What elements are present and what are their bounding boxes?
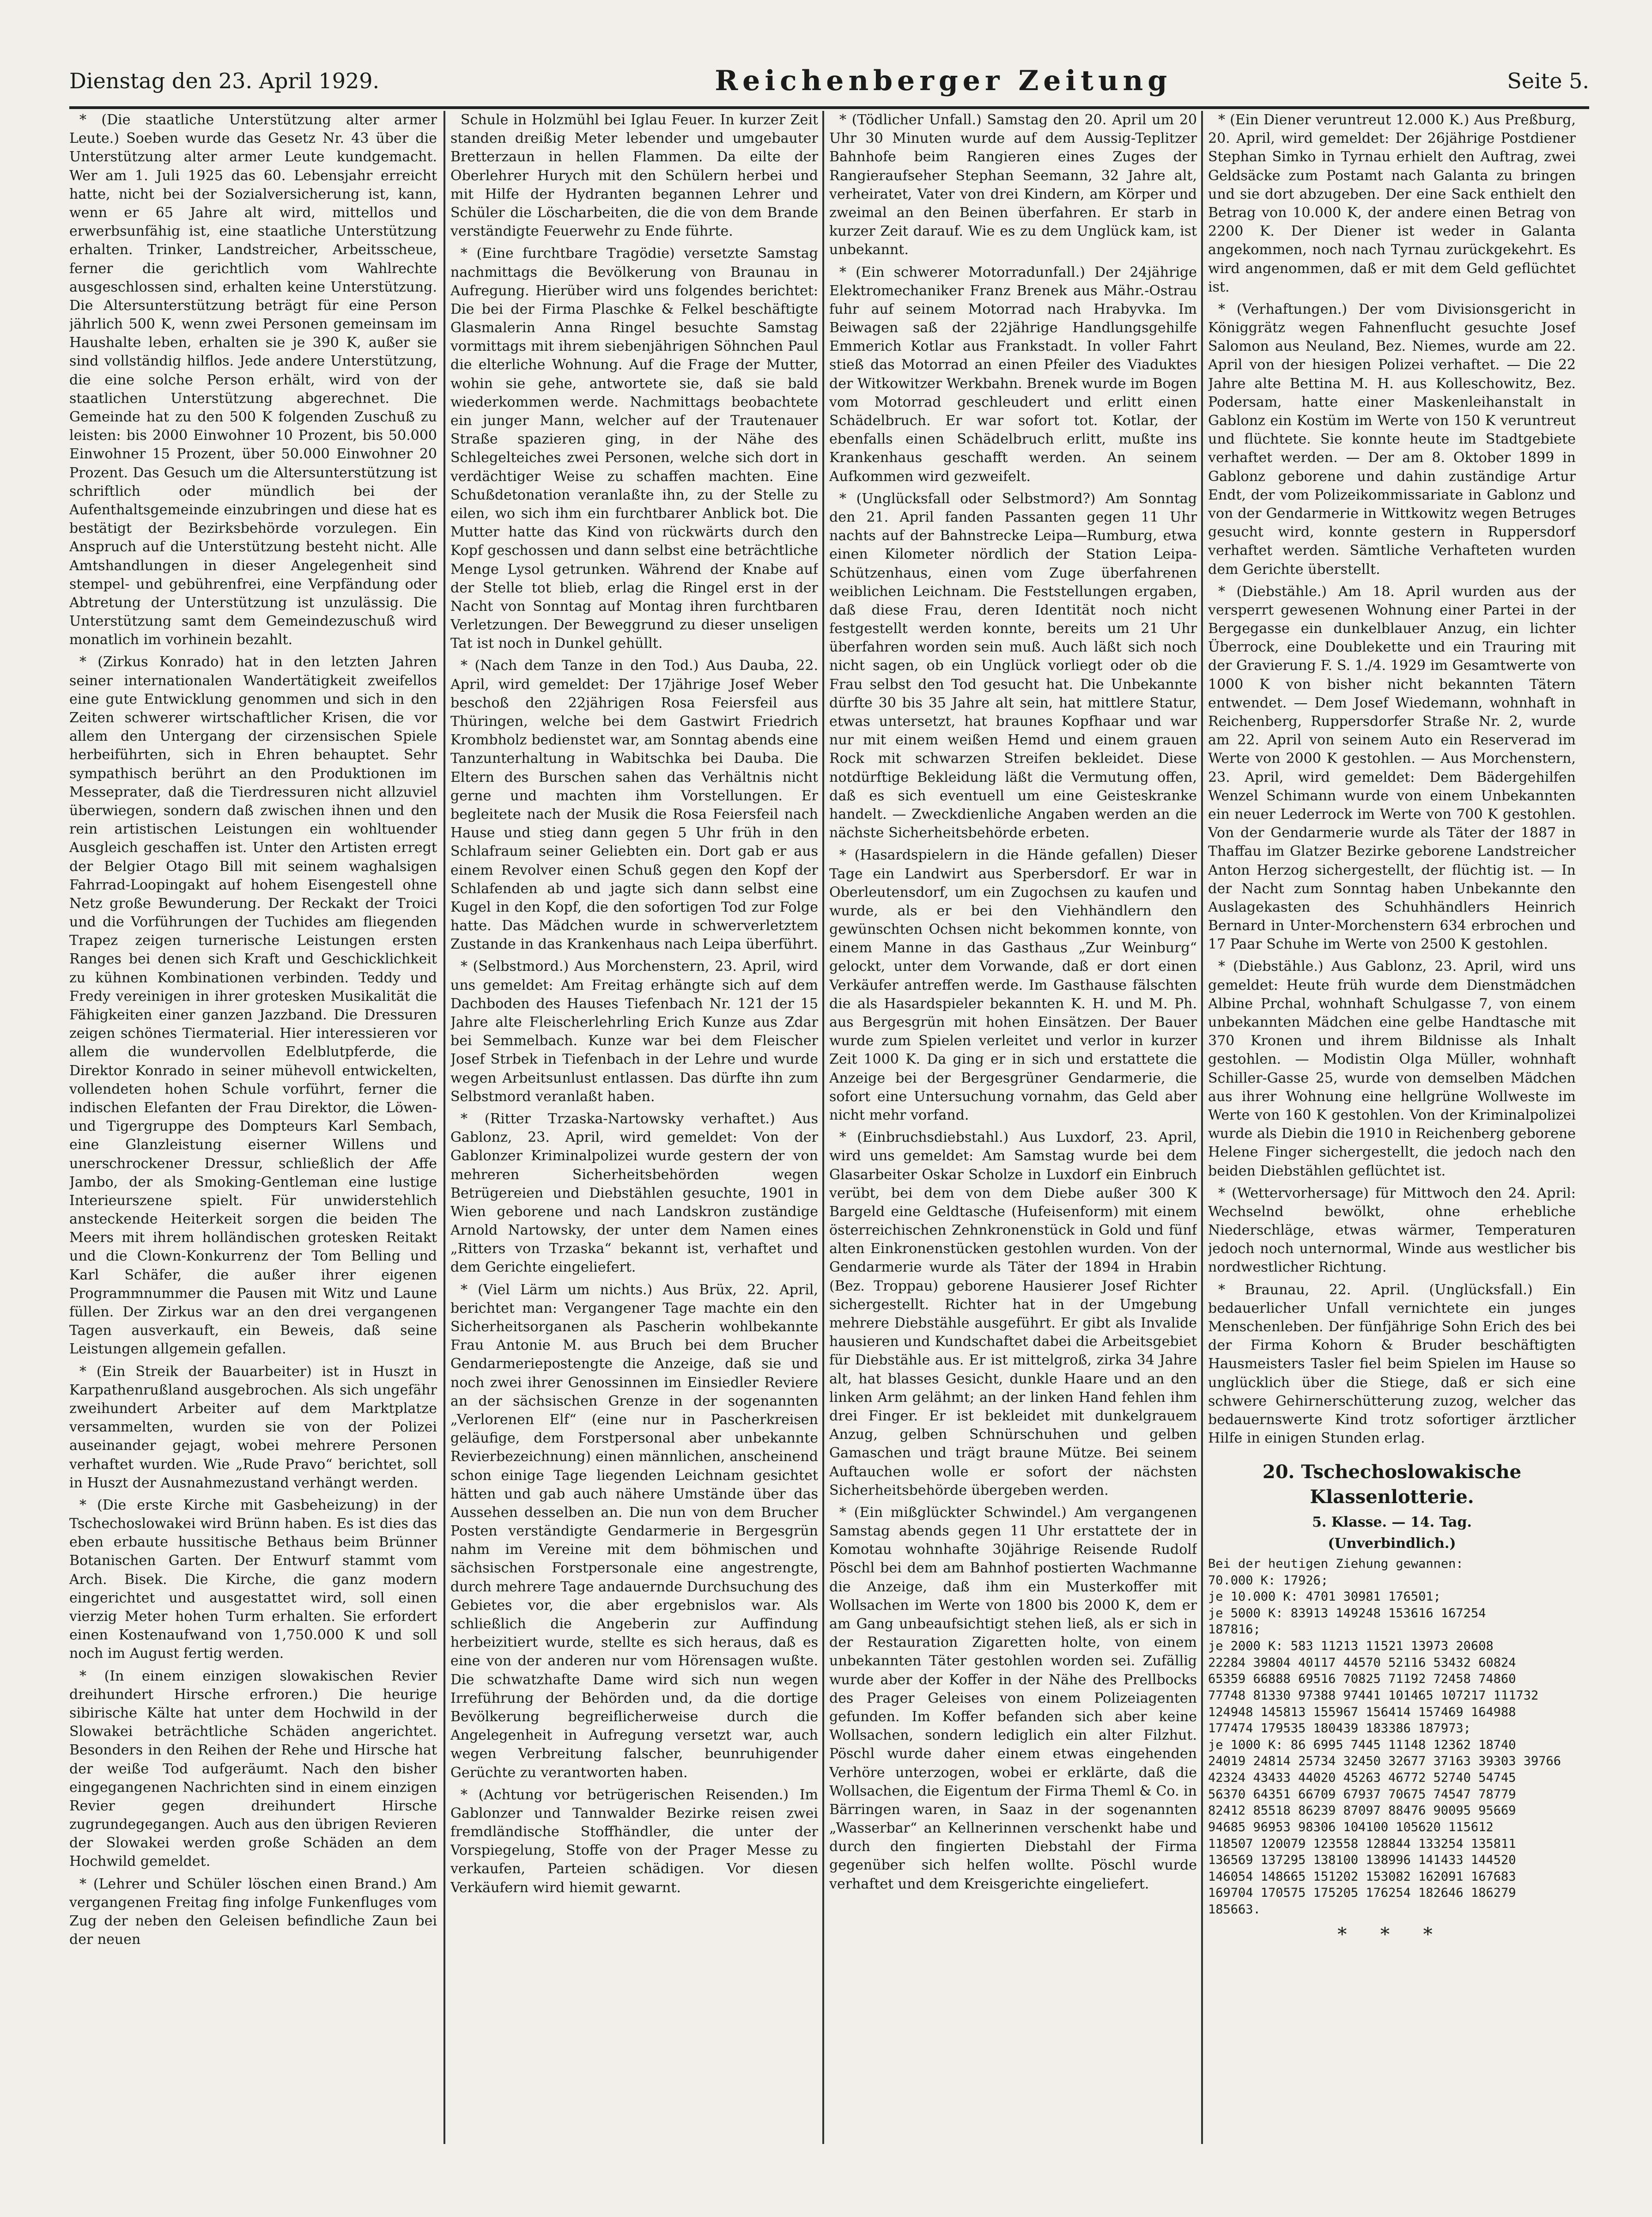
lottery-line: 65359 66888 69516 70825 71192 72458 74860: [1208, 1672, 1516, 1687]
article: * (Die erste Kirche mit Gasbeheizung) in der Tschechoslowakei wird Brünn haben. Es ist dies das eben erbaute hussitische Bethaus beim Brünner Botanischen Garten. Der Entwurf stammt vom Arch. Bisek. Die Kirche, die ganz modern eingerichtet und ausgestattet wird, soll einen vierzig Meter hohen Turm erhalten. Sie erfordert einen Kostenaufwand von 1,750.000 K und soll noch im August fertig werden.: [69, 1497, 437, 1662]
lottery-line: 22284 39804 40117 44570 52116 53432 60824: [1208, 1655, 1516, 1670]
lottery-line: 42324 43433 44020 45263 46772 52740 54745: [1208, 1771, 1516, 1785]
lottery-title: 20. Tschechoslowakische Klassenlotterie.: [1262, 1461, 1522, 1508]
page-number: Seite 5.: [1507, 68, 1589, 93]
article: * (Lehrer und Schüler löschen einen Brand.) Am vergangenen Freitag fing infolge Funkenfluges vom Zug der neben den Geleisen befindliche Zaun bei der neuen: [69, 1876, 437, 1948]
lottery-subtitle: 5. Klasse. — 14. Tag.: [1312, 1514, 1472, 1530]
section-end-stars: * * *: [1337, 1924, 1446, 1945]
article: * (Eine furchtbare Tragödie) versetzte Samstag nachmittags die Bevölkerung von Braunau in Aufregung. Hierüber wird uns folgendes berichtet: Die bei der Firma Plaschke & Felkel beschäftigte Glasmalerin Anna Ringel besuchte Samstag vormittags mit ihrem siebenjährigen Söhnchen Paul die elterliche Wohnung. Auf die Frage der Mutter, wohin sie gehe, antwortete sie, daß sie bald wiederkommen werde. Nachmittags beobachtete ein junger Mann, welcher auf der Trautenauer Straße spazieren ging, in der Nähe des Schlegelteiches zwei Personen, welche sich dort in verdächtiger Weise zu schaffen machten. Eine Schußdetonation veranlaßte ihn, zu der Stelle zu eilen, wo sich ihm ein furchtbarer Anblick bot. Die Mutter hatte das Kind von rückwärts durch den Kopf geschossen und dann selbst eine beträchtliche Menge Lysol getrunken. Während der Knabe auf der Stelle tot blieb, erlag die Ringel erst in der Nacht von Sonntag auf Montag ihren furchtbaren Verletzungen. Der Beweggrund zu dieser unseligen Tat ist noch in Dunkel gehüllt.: [450, 245, 818, 652]
lottery-line: 185663.: [1208, 1902, 1261, 1917]
lottery-line: 187816;: [1208, 1622, 1261, 1637]
lottery-line: je 1000 K: 86 6995 7445 11148 12362 18740: [1208, 1737, 1516, 1752]
article: * (Nach dem Tanze in den Tod.) Aus Dauba, 22. April, wird gemeldet: Der 17jährige Josef Weber beschoß den 22jährigen Rosa Feiersfeil aus Thüringen, welche bei dem Gastwirt Friedrich Krombholz bedienstet war, am Sonntag abends eine Tanzunterhaltung in Wabitschka bei Dauba. Die Eltern des Burschen sahen das Verhältnis nicht gerne und machten ihm Vorstellungen. Er begleitete nach der Musik die Rosa Feiersfeil nach Hause und stieg dann gegen 5 Uhr früh in den Schlafraum seiner Geliebten ein. Dort gab er aus einem Revolver einen Schuß gegen den Kopf der Schlafenden ab und jagte sich dann selbst eine Kugel in den Kopf, die den sofortigen Tod zur Folge hatte. Das Mädchen wurde in schwerverletztem Zustande in das Krankenhaus nach Leipa überführt.: [450, 658, 818, 953]
article: * (Unglücksfall oder Selbstmord?) Am Sonntag den 21. April fanden Passanten gegen 11 Uhr nachts auf der Bahnstrecke Leipa—Rumburg, etwa einen Kilometer nördlich der Station Leipa-Schützenhaus, einen vom Zuge überfahrenen weiblichen Leichnam. Die Feststellungen ergaben, daß diese Frau, deren Identität noch nicht festgestellt werden konnte, bereits um 21 Uhr überfahren worden sein muß. Auch läßt sich noch nicht sagen, ob ein Unglück vorliegt oder ob die Frau selbst den Tod gesucht hat. Die Unbekannte dürfte 30 bis 35 Jahre alt sein, hat mittlere Statur, etwas untersetzt, hat braunes Kopfhaar und war nur mit einem weißen Hemd und einem grauen Rock mit schwarzen Streifen bekleidet. Diese notdürftige Bekleidung läßt die Vermutung offen, daß es sich eventuell um eine Geisteskranke handelt. — Zweckdienliche Angaben werden an die nächste Sicherheitsbehörde erbeten.: [829, 490, 1197, 841]
lottery-line: 177474 179535 180439 183386 187973;: [1208, 1721, 1471, 1736]
lottery-line: 77748 81330 97388 97441 101465 107217 111732: [1208, 1688, 1539, 1703]
header-date: Dienstag den 23. April 1929.: [69, 68, 380, 93]
article: * (Ein Diener veruntreut 12.000 K.) Aus Preßburg, 20. April, wird gemeldet: Der 26jährige Postdiener Stephan Simko in Tyrnau erhielt den Auftrag, zwei Geldsäcke zum Postamt nach Galanta zu bringen und sie dort abzugeben. Der eine Sack enthielt den Betrag von 10.000 K, der andere einen Betrag von 2200 K. Der Diener ist weder in Galanta angekommen, noch nach Tyrnau zurückgekehrt. Es wird angenommen, daß er mit dem Geld geflüchtet ist.: [1208, 112, 1576, 295]
column-3: [829, 111, 1197, 2135]
lottery-line: 169704 170575 175205 176254 182646 186279: [1208, 1886, 1516, 1900]
column-1: [69, 111, 437, 2135]
lottery-line: 70.000 K: 17926;: [1208, 1573, 1329, 1588]
column-rule: [443, 111, 445, 2144]
article: * (Verhaftungen.) Der vom Divisionsgericht in Königgrätz wegen Fahnenflucht gesuchte Josef Salomon aus Neuland, Bez. Niemes, wurde am 22. April von der hiesigen Polizei verhaftet. — Die 22 Jahre alte Bettina M. H. aus Kolleschowitz, Bez. Podersam, hatte einer Maskenleihanstalt in Gablonz ein Kostüm im Werte von 150 K veruntreut und flüchtete. Sie konnte heute im Stadtgebiete verhaftet werden. — Der am 8. Oktober 1899 in Gablonz geborene und dahin zuständige Artur Endt, der vom Polizeikommissariate in Gablonz und von der Gendarmerie in Wittkowitz wegen Betruges gesucht wird, konnte gestern in Ruppersdorf verhaftet werden. Sämtliche Verhafteten wurden dem Gerichte überstellt.: [1208, 301, 1576, 578]
column-rule: [1201, 111, 1203, 2144]
lottery-line: 56370 64351 66709 67937 70675 74547 78779: [1208, 1787, 1516, 1802]
lottery-line: 146054 148665 151202 153082 162091 167683: [1208, 1869, 1516, 1884]
column-rule: [822, 111, 824, 2144]
article: * (Ein schwerer Motorradunfall.) Der 24jährige Elektromechaniker Franz Brenek aus Mähr.-Ostrau fuhr auf seinem Motorrad nach Hrabyvka. Im Beiwagen saß der 22jährige Handlungsgehilfe Emmerich Kotlar aus Frankstadt. In voller Fahrt stieß das Motorrad an einen Pfeiler des Viaduktes der Witkowitzer Werkbahn. Brenek wurde im Bogen vom Motorrad geschleudert und erlitt einen Schädelbruch. Er war sofort tot. Kotlar, der ebenfalls einen Schädelbruch erlitt, mußte ins Krankenhaus geschafft werden. An seinem Aufkommen wird gezweifelt.: [829, 264, 1197, 485]
article: * (Diebstähle.) Am 18. April wurden aus der versperrt gewesenen Wohnung einer Partei in der Bergegasse ein dunkelblauer Anzug, ein lichter Überrock, eine Doublekette und ein Trauring mit der Gravierung F. S. 1./4. 1929 im Gesamtwerte von 1000 K von bisher nicht bekannten Tätern entwendet. — Dem Josef Wiedemann, wohnhaft in Reichenberg, Ruppersdorfer Straße Nr. 2, wurde am 22. April von seinem Auto ein Reserverad im Werte von 2000 K gestohlen. — Aus Morchenstern, 23. April, wird gemeldet: Dem Bädergehilfen Wenzel Schimann wurde von einem Unbekannten ein neuer Lederrock im Werte von 700 K gestohlen. Von der Gendarmerie wurde als Täter der 1887 in Thaffau im Glatzer Bezirke geborene Landstreicher Anton Herzog sichergestellt, der flüchtig ist. — In der Nacht zum Sonntag haben Unbekannte den Auslagekasten des Schuhhändlers Heinrich Bernard in Unter-Morchenstern 634 erbrochen und 17 Paar Schuhe im Werte von 2500 K gestohlen.: [1208, 583, 1576, 953]
article: * (Ein Streik der Bauarbeiter) ist in Huszt in Karpathenrußland ausgebrochen. Als sich ungefähr zweihundert Arbeiter auf dem Marktplatze versammelten, wurden sie von der Polizei auseinander gejagt, wobei mehrere Personen verhaftet wurden. Wie „Rude Pravo“ berichtet, soll in Huszt der Ausnahmezustand verhängt werden.: [69, 1363, 437, 1491]
lottery-line: je 5000 K: 83913 149248 153616 167254: [1208, 1606, 1486, 1620]
lottery-line: je 2000 K: 583 11213 11521 13973 20608: [1208, 1639, 1494, 1653]
article: * (Hasardspielern in die Hände gefallen) Dieser Tage ein Landwirt aus Sperbersdorf. Er war in Oberleutensdorf, um ein Zugochsen zu kaufen und wurde, als er bei den Viehhändlern den gewünschten Ochsen nicht bekommen konnte, von einem Manne in das Gasthaus „Zur Weinburg“ gelockt, unter dem Vorwande, daß er dort einen Verkäufer antreffen werde. Im Gasthause fälschten die als Hasardspieler bekannten K. H. und M. Ph. aus Bergesgrün mit hohen Einsätzen. Der Bauer wurde zum Spielen verleitet und verlor in kurzer Zeit 1000 K. Da ging er in sich und erstattete die Anzeige bei der Bergesgrüner Gendarmerie, die sofort eine Untersuchung vornahm, das Geld aber nicht mehr vorfand.: [829, 847, 1197, 1123]
article: * (In einem einzigen slowakischen Revier dreihundert Hirsche erfroren.) Die heurige sibirische Kälte hat unter dem Hochwild in der Slowakei beträchtliche Schäden angerichtet. Besonders in den Reihen der Rehe und Hirsche hat der weiße Tod aufgeräumt. Nach den bisher eingegangenen Nachrichten sind in einem einzigen Revier gegen dreihundert Hirsche zugrundegegangen. Auch aus den übrigen Revieren der Slowakei werden große Schäden an dem Hochwild gemeldet.: [69, 1668, 437, 1870]
lottery-intro: Bei der heutigen Ziehung gewannen:: [1208, 1556, 1464, 1571]
lottery-line: 136569 137295 138100 138996 141433 144520: [1208, 1853, 1516, 1868]
page-header: [69, 55, 1589, 109]
article: * (Einbruchsdiebstahl.) Aus Luxdorf, 23. April, wird uns gemeldet: Am Samstag wurde bei dem Glasarbeiter Oskar Scholze in Luxdorf ein Einbruch verübt, bei dem von dem Diebe außer 300 K Bargeld eine Geldtasche (Hufeisenform) mit einem österreichischen Zehnkronenstück in Gold und fünf alten Einkronenstücken gestohlen wurden. Von der Gendarmerie wurde als Täter der 1894 in Hrabin (Bez. Troppau) geborene Hausierer Josef Richter sichergestellt. Richter hat in der Umgebung mehrere Diebstähle ausgeführt. Er gibt als Invalide hausieren und Kundschaftet dabei die Arbeitsgebiet für Diebstähle aus. Er ist mittelgroß, zirka 34 Jahre alt, hat blasses Gesicht, dunkle Haare und an den linken Arm gelähmt; an der linken Hand fehlen ihm drei Finger. Er ist bekleidet mit dunkelgrauem Anzug, gelben Schnürschuhen und gelben Gamaschen und trägt braune Mütze. Bei seinem Auftauchen wolle er sofort der nächsten Sicherheitsbehörde übergeben werden.: [829, 1129, 1197, 1498]
lottery-line: 24019 24814 25734 32450 32677 37163 39303 39766: [1208, 1754, 1561, 1769]
article: * (Zirkus Konrado) hat in den letzten Jahren seiner internationalen Wandertätigkeit zweifellos eine gute Entwicklung genommen und sich in den Zeiten schwerer wirtschaftlicher Krisen, die vor allem den Untergang der cirzensischen Spiele herbeiführten, sich in Ehren behauptet. Sehr sympathisch berührt an den Produktionen im Messeprater, daß die Tierdressuren nicht allzuviel überwiegen, sondern daß zwischen ihnen und den rein artistischen Leistungen ein wohltuender Ausgleich geschaffen ist. Unter den Artisten erregt der Belgier Otago Bill mit seinem waghalsigen Fahrrad-Loopingakt auf hohem Eisengestell ohne Netz große Bewunderung. Der Reckakt der Troici und die Vorführungen der Tuchides am fliegenden Trapez zeigen turnerische Leistungen ersten Ranges bei denen sich Kraft und Geschicklichkeit zu kühnen Kombinationen verbinden. Teddy und Fredy vereinigen in ihrer grotesken Musikalität die Fähigkeiten einer ganzen Jazzband. Die Dressuren zeigen schönes Tiermaterial. Hier interessieren vor allem die wundervollen Edelblutpferde, die Direktor Konrado in seiner mühevoll entwickelten, vollendeten hohen Schule vorführt, ferner die indischen Elefanten der Frau Direktor, die Löwen- und Tigergruppe des Dompteurs Karl Sembach, eine Glanzleistung eiserner Willens und unerschrockener Dressur, schließlich der Affe Jambo, der als Smoking-Gentleman eine lustige Interieurszene spielt. Für unwiderstehlich ansteckende Heiterkeit sorgen die beiden The Meers mit ihrem holländischen grotesken Reitakt und die Clown-Konkurrenz der Tom Belling und Karl Schäfer, die außer ihrer eigenen Programmnummer die Pausen mit Witz und Laune füllen. Der Zirkus war an den drei vergangenen Tagen ausverkauft, ein Beweis, daß seine Leistungen allgemein gefallen.: [69, 654, 437, 1358]
article: * (Diebstähle.) Aus Gablonz, 23. April, wird uns gemeldet: Heute früh wurde dem Dienstmädchen Albine Prchal, wohnhaft Schulgasse 7, von einem unbekannten Mädchen eine gelbe Handtasche mit 370 Kronen und ihrem Bildnisse als Inhalt gestohlen. — Modistin Olga Müller, wohnhaft Schiller-Gasse 25, wurde von demselben Mädchen aus ihrer Wohnung eine hellgrüne Wollweste im Werte von 160 K gestohlen. Von der Kriminalpolizei wurde als Diebin die 1910 in Reichenberg geborene Helene Finger sichergestellt, die jedoch nach den beiden Diebstählen geflüchtet ist.: [1208, 958, 1576, 1179]
article: * (Ritter Trzaska-Nartowsky verhaftet.) Aus Gablonz, 23. April, wird gemeldet: Von der Gablonzer Kriminalpolizei wurde gestern der von mehreren Sicherheitsbehörden wegen Betrügereien und Diebstählen gesuchte, 1901 in Wien geborene und nach Landskron zuständige Arnold Nartowsky, der unter dem Namen eines „Ritters von Trzaska“ bekannt ist, verhaftet und dem Gerichte eingeliefert.: [450, 1110, 818, 1276]
article: * Braunau, 22. April. (Unglücksfall.) Ein bedauerlicher Unfall vernichtete ein junges Menschenleben. Der fünfjährige Sohn Erich des bei der Firma Kohorn & Bruder beschäftigten Hausmeisters Tasler fiel beim Spielen im Hause so unglücklich über die Stiege, daß er sich eine schwere Gehirnerschütterung zuzog, welcher das bedauernswerte Kind trotz sofortiger ärztlicher Hilfe in einigen Stunden erlag.: [1208, 1281, 1576, 1447]
lottery-line: je 10.000 K: 4701 30981 176501;: [1208, 1590, 1441, 1604]
column-2: [450, 111, 818, 2135]
lottery-note: (Unverbindlich.): [1328, 1535, 1456, 1552]
lottery-line: 124948 145813 155967 156414 157469 164988: [1208, 1705, 1516, 1719]
lottery-line: 82412 85518 86239 87097 88476 90095 95669: [1208, 1803, 1516, 1818]
article: Schule in Holzmühl bei Iglau Feuer. In kurzer Zeit standen dreißig Meter lebender und umgebauter Bretterzaun in hellen Flammen. Da eilte der Oberlehrer Hurych mit den Schülern herbei und mit Hilfe der Hydranten begannen Lehrer und Schüler die Löscharbeiten, die die von dem Brande verständigte Feuerwehr zu Ende führte.: [450, 112, 818, 240]
article: * (Ein mißglückter Schwindel.) Am vergangenen Samstag abends gegen 11 Uhr erstattete der in Komotau wohnhafte 30jährige Reisende Rudolf Pöschl bei dem am Bahnhof postierten Wachmanne die Anzeige, daß ihm ein Musterkoffer mit Wollsachen im Werte von 1800 bis 2000 K, dem er am Gang unbeaufsichtigt stehen ließ, als er sich in der Restauration Zigaretten holte, von einem unbekannten Täter gestohlen worden sei. Zufällig wurde aber der Koffer in der Nähe des Prellbocks des Prager Geleises von einem Polizeiagenten gefunden. Im Koffer befanden sich aber keine Wollsachen, sondern lediglich ein alter Filzhut. Pöschl wurde daher einem etwas eingehenden Verhöre unterzogen, wobei er erklärte, daß die Wollsachen, die Eigentum der Firma Theml & Co. in Bärringen waren, in Saaz in der sogenannten „Wasserbar“ an Kellnerinnen verschenkt habe und durch den fingierten Diebstahl der Firma gegenüber sich helfen wollte. Pöschl wurde verhaftet und dem Kreisgerichte eingeliefert.: [829, 1504, 1197, 1892]
article: * (Selbstmord.) Aus Morchenstern, 23. April, wird uns gemeldet: Am Freitag erhängte sich auf dem Dachboden des Hauses Tiefenbach Nr. 121 der 15 Jahre alte Fleischerlehrling Erich Kunze aus Zdar bei Semmelbach. Kunze war bei dem Fleischer Josef Strbek in Tiefenbach in der Lehre und wurde wegen Arbeitsunlust entlassen. Das dürfte ihn zum Selbstmord veranlaßt haben.: [450, 958, 818, 1105]
article: * (Wettervorhersage) für Mittwoch den 24. April: Wechselnd bewölkt, ohne erhebliche Niederschläge, etwas wärmer, Temperaturen jedoch noch unternormal, Winde aus westlicher bis nordwestlicher Richtung.: [1208, 1185, 1576, 1276]
article: * (Viel Lärm um nichts.) Aus Brüx, 22. April, berichtet man: Vergangener Tage machte ein den Sicherheitsorganen als Pascherin wohlbekannte Frau Antonie M. aus Bruch bei dem Brucher Gendarmeriepostengte die Anzeige, daß sie und noch zwei ihrer Genossinnen im Einsiedler Reviere an der sächsischen Grenze in der sogenannten „Verlorenen Elf“ (eine nur in Pascherkreisen geläufige, dem Forstpersonal aber unbekannte Revierbezeichnung) einen männlichen, anscheinend schon einige Tage liegenden Leichnam gesichtet hätten und gab auch nähere Umstände über das Aussehen desselben an. Die nun von dem Brucher Posten verständigte Gendarmerie in Bergesgrün nahm im Vereine mit dem böhmischen und sächsischen Forstpersonale eine angestrengte, durch mehrere Tage andauernde Durchsuchung des Gebietes vor, die aber ergebnislos war. Als schließlich die Angeberin zur Auffindung herbeizitiert wurde, stellte es sich heraus, daß es eine von der anderen nur vom Hörensagen wußte. Die schwatzhafte Dame wird sich nun wegen Irreführung der Behörden und, da die dortige Bevölkerung begreiflicherweise durch die Angelegenheit in Aufregung versetzt war, auch wegen Verbreitung falscher, beunruhigender Gerüchte zu verantworten haben.: [450, 1281, 818, 1781]
lottery-section: [1208, 1460, 1576, 1947]
newspaper-title: Reichenberger Zeitung: [715, 65, 1172, 97]
article: * (Tödlicher Unfall.) Samstag den 20. April um 20 Uhr 30 Minuten wurde auf dem Aussig-Teplitzer Bahnhofe beim Rangieren eines Zuges der Rangieraufseher Stephan Seemann, 32 Jahre alt, verheiratet, Vater von drei Kindern, am Körper und zweimal an den Beinen überfahren. Er starb in kurzer Zeit darauf. Wie es zu dem Unglück kam, ist unbekannt.: [829, 112, 1197, 258]
article: * (Die staatliche Unterstützung alter armer Leute.) Soeben wurde das Gesetz Nr. 43 über die Unterstützung alter armer Leute kundgemacht. Wer am 1. Juli 1925 das 60. Lebensjahr erreicht hatte, nicht bei der Sozialversicherung ist, kann, wenn er 65 Jahre alt wird, mittellos und erwerbsunfähig ist, eine staatliche Unterstützung erhalten. Trinker, Landstreicher, Arbeitsscheue, ferner die gerichtlich vom Wahlrechte ausgeschlossen sind, erhalten keine Unterstützung. Die Altersunterstützung beträgt für eine Person jährlich 500 K, wenn zwei Personen gemeinsam im Haushalte leben, erhalten sie je 390 K, außer sie sind vollständig hilflos. Jede andere Unterstützung, die eine solche Person erhält, wird von der staatlichen Unterstützung abgerechnet. Die Gemeinde hat zu den 500 K folgenden Zuschuß zu leisten: bis 2000 Einwohner 10 Prozent, bis 50.000 Einwohner 15 Prozent, über 50.000 Einwohner 20 Prozent. Das Gesuch um die Altersunterstützung ist schriftlich oder mündlich bei der Aufenthaltsgemeinde einzubringen und diese hat es bestätigt der Bezirksbehörde vorzulegen. Ein Anspruch auf die Unterstützung besteht nicht. Alle Amtshandlungen in dieser Angelegenheit sind stempel- und gebührenfrei, eine Verpfändung oder Abtretung der Unterstützung ist unzulässig. Die Unterstützung samt dem Gemeindezuschuß wird monatlich im vorhinein bezahlt.: [69, 112, 437, 648]
column-4: [1208, 111, 1576, 2135]
lottery-line: 118507 120079 123558 128844 133254 135811: [1208, 1836, 1516, 1851]
article: * (Achtung vor betrügerischen Reisenden.) Im Gablonzer und Tannwalder Bezirke reisen zwei fremdländische Stoffhändler, die unter der Vorspiegelung, Stoffe von der Prager Messe zu verkaufen, Parteien schädigen. Vor diesen Verkäufern wird hiemit gewarnt.: [450, 1786, 818, 1896]
lottery-line: 94685 96953 98306 104100 105620 115612: [1208, 1820, 1494, 1834]
